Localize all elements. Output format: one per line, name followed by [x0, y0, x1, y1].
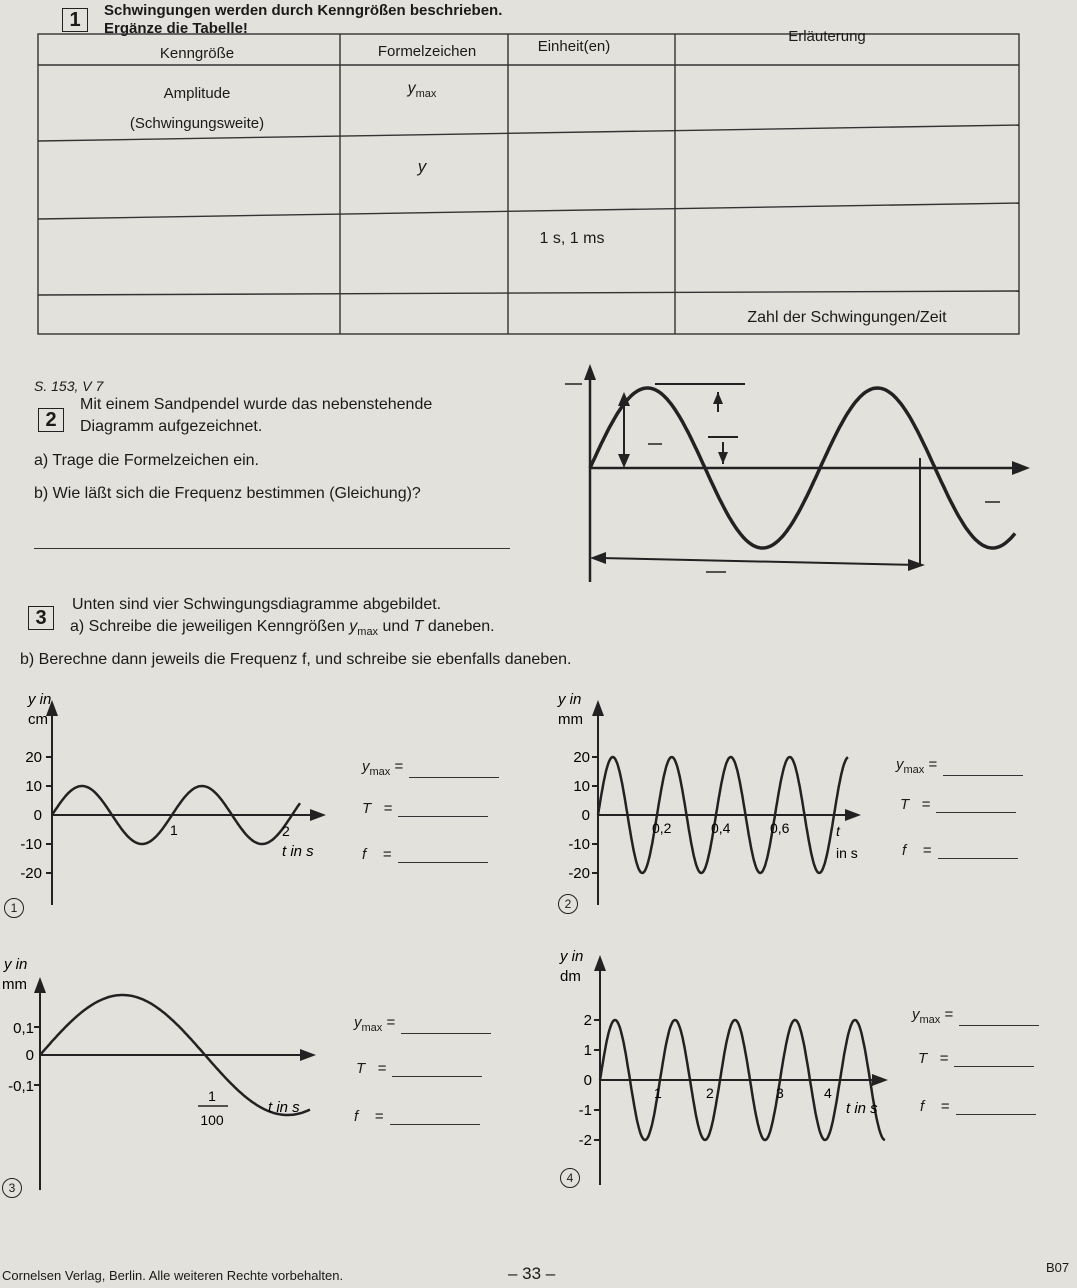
- diagram-1-ylabel: y in: [28, 691, 52, 708]
- table-grid: [37, 33, 1020, 335]
- diagram-4-id: 4: [560, 1168, 580, 1188]
- diagram-2-xtick: 0,4: [711, 820, 731, 836]
- diagram-4: [550, 945, 895, 1190]
- diagram-2-ytick: 0: [581, 807, 590, 824]
- diagram-1-xtick: 2: [282, 823, 290, 839]
- task3-number: 3: [28, 606, 54, 630]
- diagram-1-xtick: 1: [170, 822, 178, 838]
- row4-erlaeuterung: Zahl der Schwingungen/Zeit: [747, 309, 947, 326]
- diagram-2-xtick: 0,2: [652, 820, 672, 836]
- diagram-3-ylabel: y in: [4, 956, 28, 973]
- diagram-4-frequency: f =: [920, 1098, 1036, 1115]
- diagram-1-id: 1: [4, 898, 24, 918]
- diagram-4-period: T =: [918, 1050, 1034, 1067]
- task3-line1: Unten sind vier Schwingungsdiagramme abgebildet.: [72, 596, 442, 613]
- header-kenngroesse: Kenngröße: [159, 45, 235, 62]
- pendulum-period-arrow: [600, 558, 920, 565]
- diagram-4-frequency-blank[interactable]: [956, 1114, 1036, 1115]
- diagram-2-period: T =: [900, 796, 1016, 813]
- diagram-3-period: T =: [356, 1060, 482, 1077]
- diagram-3-xtick-numerator: 1: [208, 1088, 216, 1104]
- task2-number: 2: [38, 408, 64, 432]
- diagram-4-ymax: $y_{max}$ =: [912, 1006, 1039, 1026]
- task3-a: a) Schreibe die jeweiligen Kenngrößen $y_{max}$ und T daneben.: [70, 618, 495, 639]
- diagram-4-xtick: 3: [776, 1085, 784, 1101]
- diagram-4-xtick: 2: [706, 1085, 714, 1101]
- pendulum-y-arrowhead: [584, 364, 596, 380]
- diagram-1-ytick: 0: [33, 807, 42, 824]
- diagram-1: [0, 690, 340, 920]
- task2-answer-line: [34, 548, 510, 549]
- diagram-3-frequency-blank[interactable]: [390, 1124, 480, 1125]
- diagram-4-ylabel: y in: [560, 948, 584, 965]
- diagram-3-tlabel: t in s: [268, 1099, 300, 1116]
- diagram-3-xtick-denominator: 100: [200, 1112, 224, 1128]
- diagram-1-ytick: -20: [20, 865, 42, 882]
- row1-kenngroesse-paren: (Schwingungsweite): [129, 115, 265, 132]
- row2-formel: y: [417, 157, 427, 176]
- header-erlaeuterung: Erläuterung: [788, 28, 866, 45]
- diagram-1-period-blank[interactable]: [398, 816, 488, 817]
- task2-line2: Diagramm aufgezeichnet.: [80, 418, 263, 435]
- diagram-2-ytick: 20: [573, 749, 590, 766]
- task1-title: Schwingungen werden durch Kenngrößen beschrieben.: [104, 2, 503, 19]
- diagram-1-frequency: f =: [362, 846, 488, 863]
- header-einheiten: Einheit(en): [537, 38, 611, 55]
- diagram-3-ymax: $y_{max}$ =: [354, 1014, 491, 1034]
- diagram-3-ytick: 0: [25, 1047, 34, 1064]
- diagram-2-xtick: 0,6: [770, 820, 790, 836]
- diagram-2-ytick: 10: [573, 778, 590, 795]
- task2-reference: S. 153, V 7: [34, 378, 104, 394]
- diagram-2-ytick: -20: [568, 865, 590, 882]
- diagram-4-period-blank[interactable]: [954, 1066, 1034, 1067]
- diagram-3-id: 3: [2, 1178, 22, 1198]
- diagram-2-tlabel: t: [836, 823, 840, 839]
- diagram-1-ylabel-unit: cm: [28, 711, 48, 728]
- diagram-3-ymax-blank[interactable]: [401, 1033, 491, 1034]
- diagram-4-xtick: 1: [654, 1085, 662, 1101]
- diagram-2-ytick: -10: [568, 836, 590, 853]
- diagram-2-ymax: $y_{max}$ =: [896, 756, 1023, 776]
- diagram-2: [548, 690, 878, 920]
- diagram-1-tlabel: t in s: [282, 843, 314, 860]
- diagram-3-period-blank[interactable]: [392, 1076, 482, 1077]
- diagram-3-ytick: 0,1: [13, 1020, 34, 1037]
- pendulum-t-arrowhead: [1012, 461, 1030, 475]
- diagram-3: [0, 945, 340, 1195]
- header-formelzeichen: Formelzeichen: [377, 43, 477, 60]
- diagram-1-ymax-blank[interactable]: [409, 777, 499, 778]
- diagram-3-ytick: -0,1: [8, 1078, 34, 1095]
- task2-b: b) Wie läßt sich die Frequenz bestimmen (Gleichung)?: [34, 485, 421, 502]
- diagram-4-ytick: 2: [583, 1012, 592, 1029]
- task2-line1: Mit einem Sandpendel wurde das nebenstehende: [80, 396, 433, 413]
- diagram-4-ymax-blank[interactable]: [959, 1025, 1039, 1026]
- diagram-4-tlabel: t in s: [846, 1100, 878, 1117]
- task2-a: a) Trage die Formelzeichen ein.: [34, 452, 259, 469]
- row1-formel: $y_{max}$: [407, 80, 437, 101]
- diagram-2-id: 2: [558, 894, 578, 914]
- diagram-1-ymax: $y_{max}$ =: [362, 758, 499, 778]
- diagram-2-ymax-blank[interactable]: [943, 775, 1023, 776]
- diagram-4-ytick: -1: [578, 1102, 592, 1119]
- diagram-4-ylabel-unit: dm: [560, 968, 581, 985]
- diagram-2-frequency: f =: [902, 842, 1018, 859]
- task1-subtitle: Ergänze die Tabelle!: [104, 20, 248, 37]
- row3-einheit: 1 s, 1 ms: [539, 230, 605, 247]
- diagram-1-ytick: -10: [20, 836, 42, 853]
- diagram-4-xtick: 4: [824, 1085, 832, 1101]
- diagram-2-period-blank[interactable]: [936, 812, 1016, 813]
- row1-kenngroesse: Amplitude: [163, 85, 231, 102]
- diagram-1-period: T =: [362, 800, 488, 817]
- page-number: – 33 –: [508, 1264, 556, 1283]
- diagram-1-ytick: 20: [25, 749, 42, 766]
- sand-pendulum-diagram: [560, 360, 1040, 590]
- footer-code: B07: [1046, 1260, 1070, 1275]
- diagram-3-frequency: f =: [354, 1108, 480, 1125]
- diagram-4-ytick: 0: [583, 1072, 592, 1089]
- diagram-1-frequency-blank[interactable]: [398, 862, 488, 863]
- diagram-4-ytick: 1: [583, 1042, 592, 1059]
- diagram-2-ylabel-unit: mm: [558, 711, 583, 728]
- task3-b: b) Berechne dann jeweils die Frequenz f, und schreibe sie ebenfalls daneben.: [20, 651, 572, 668]
- footer-copyright: Cornelsen Verlag, Berlin. Alle weiteren Rechte vorbehalten.: [2, 1268, 344, 1283]
- diagram-2-tlabel-unit: in s: [836, 845, 858, 861]
- diagram-4-ytick: -2: [578, 1132, 592, 1149]
- diagram-3-ylabel-unit: mm: [2, 976, 27, 993]
- diagram-2-frequency-blank[interactable]: [938, 858, 1018, 859]
- diagram-2-ylabel: y in: [558, 691, 582, 708]
- task1-number: 1: [62, 8, 88, 32]
- diagram-1-ytick: 10: [25, 778, 42, 795]
